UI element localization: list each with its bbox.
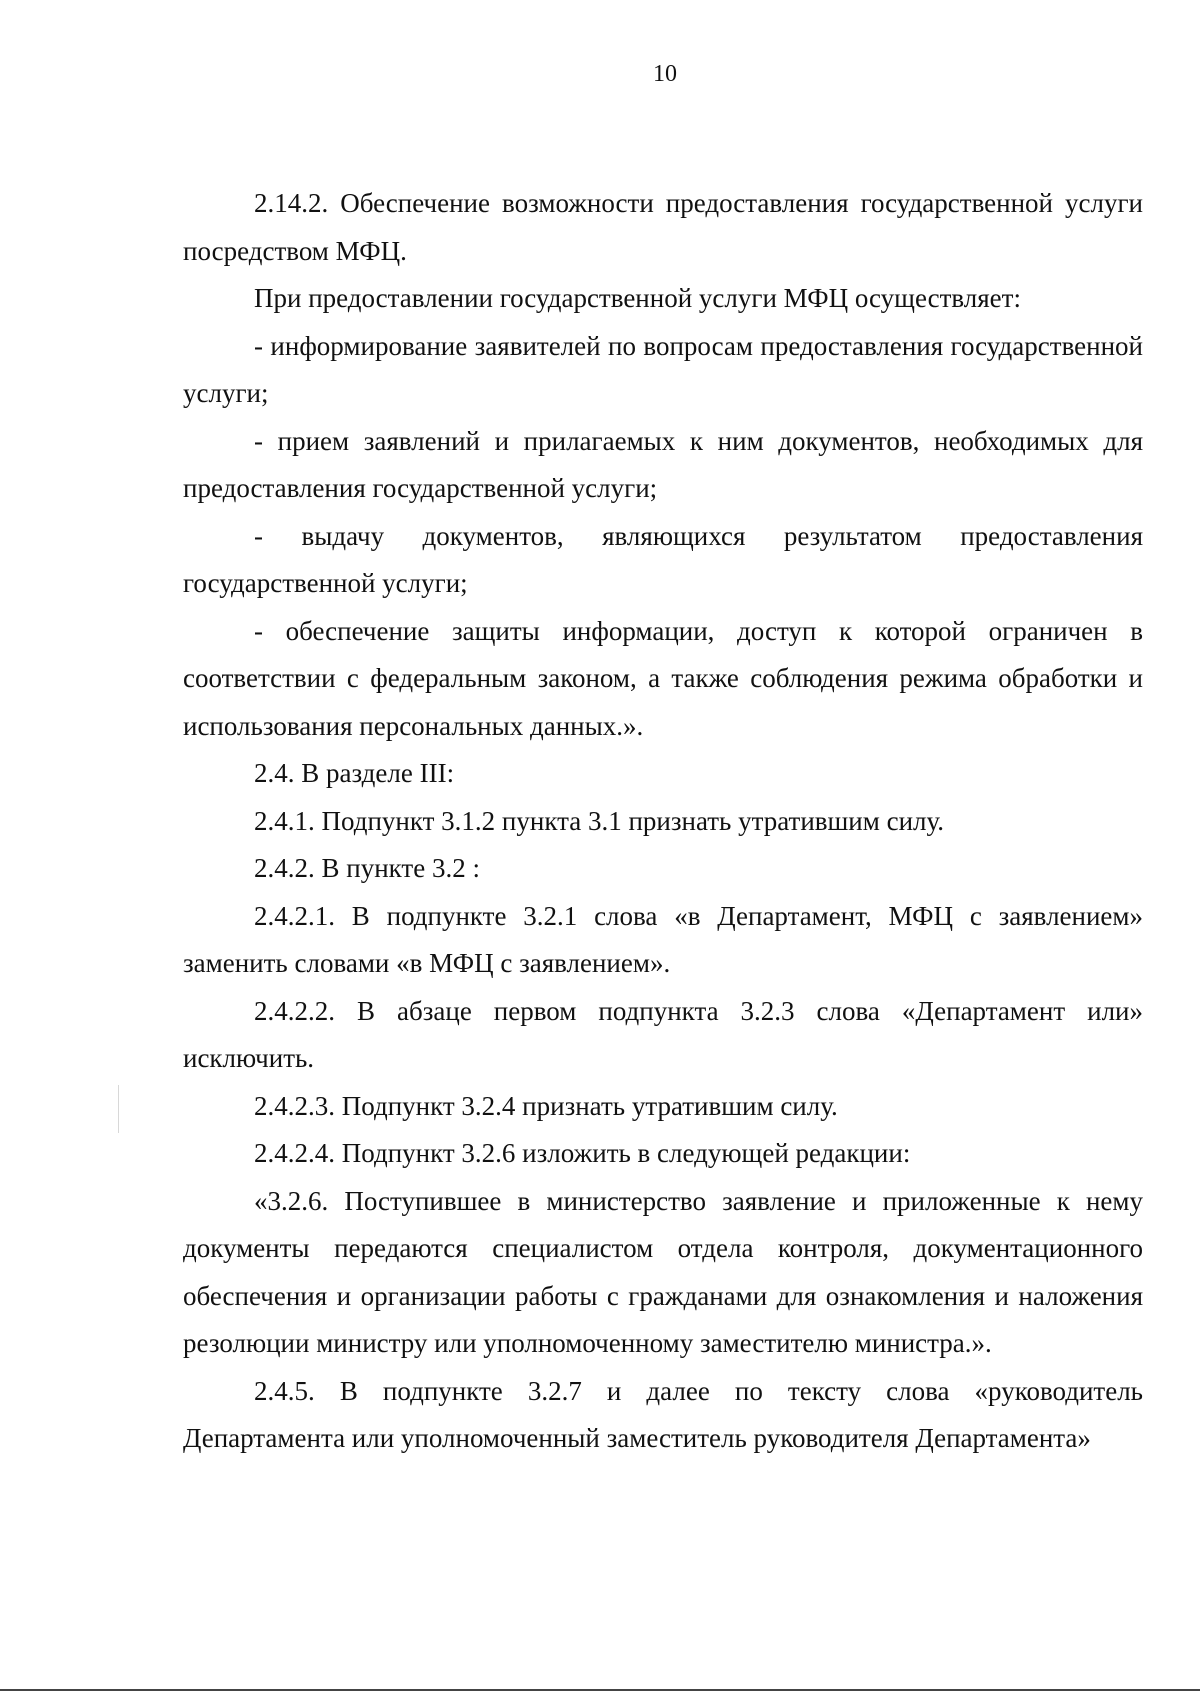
scan-mark xyxy=(118,1085,119,1133)
paragraph-2-4-2-2: 2.4.2.2. В абзаце первом подпункта 3.2.3 слова «Департамент или» исключить. xyxy=(183,995,1143,1073)
paragraph-mfc-intro: При предоставлении государственной услуги МФЦ осуществляет: xyxy=(254,283,1021,313)
paragraph-2-14-2: 2.14.2. Обеспечение возможности предоставления государственной услуги посредством МФЦ. xyxy=(183,188,1143,266)
quoted-paragraph-3-2-6: «3.2.6. Поступившее в министерство заявление и приложенные к нему документы передаются специалистом отдела контроля, документационного обеспечения и организации работы с гражданами для ознакомления и наложения резолюции министру или уполномоченному заместителю министра.». xyxy=(183,1185,1143,1358)
list-item-data-protection: - обеспечение защиты информации, доступ к которой ограничен в соответствии с федеральным законом, а также соблюдения режима обработки и использования персональных данных.». xyxy=(183,615,1143,741)
paragraph-2-4-5: 2.4.5. В подпункте 3.2.7 и далее по тексту слова «руководитель Департамента или уполномоченный заместитель руководителя Департамента» xyxy=(183,1375,1143,1453)
list-item-issuance: - выдачу документов, являющихся результатом предоставления государственной услуги; xyxy=(183,520,1143,598)
paragraph-2-4-2-3: 2.4.2.3. Подпункт 3.2.4 признать утратившим силу. xyxy=(254,1090,838,1121)
paragraph-2-4: 2.4. В разделе III: xyxy=(254,758,455,788)
paragraph-2-4-2-4: 2.4.2.4. Подпункт 3.2.6 изложить в следующей редакции: xyxy=(254,1138,911,1168)
document-body xyxy=(183,180,1143,1463)
bottom-edge-line xyxy=(0,1689,1200,1691)
list-item-informing: - информирование заявителей по вопросам предоставления государственной услуги; xyxy=(183,330,1143,408)
paragraph-2-4-2-1: 2.4.2.1. В подпункте 3.2.1 слова «в Департамент, МФЦ с заявлением» заменить словами «в МФЦ с заявлением». xyxy=(183,900,1143,978)
paragraph-2-4-1: 2.4.1. Подпункт 3.1.2 пункта 3.1 признать утратившим силу. xyxy=(254,805,945,836)
list-item-reception: - прием заявлений и прилагаемых к ним документов, необходимых для предоставления государственной услуги; xyxy=(183,425,1143,503)
page-number: 10 xyxy=(653,61,677,87)
paragraph-2-4-2: 2.4.2. В пункте 3.2 : xyxy=(254,853,480,883)
